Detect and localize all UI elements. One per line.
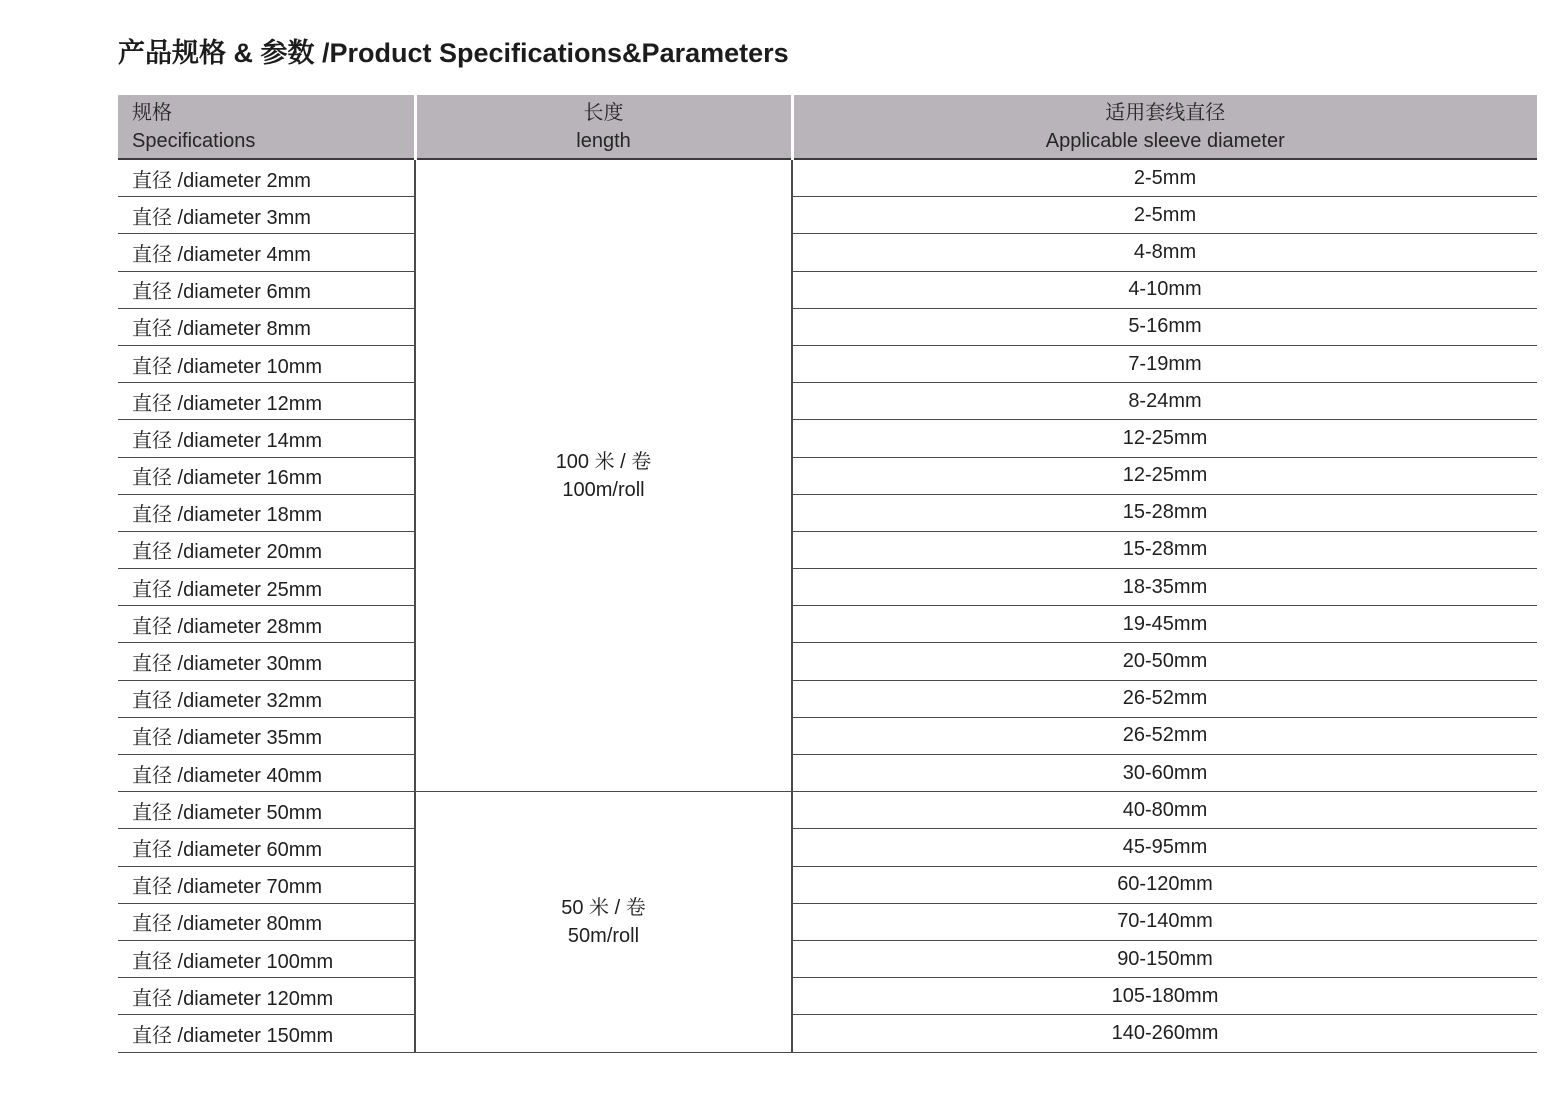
header-sleeve-en: Applicable sleeve diameter — [1045, 129, 1285, 152]
spec-cell: 直径 /diameter 80mm — [118, 903, 415, 940]
sleeve-cell: 2-5mm — [792, 197, 1537, 234]
spec-cell: 直径 /diameter 8mm — [118, 308, 415, 345]
sleeve-cell: 60-120mm — [792, 866, 1537, 903]
table-row — [118, 792, 1537, 829]
spec-cell: 直径 /diameter 20mm — [118, 531, 415, 568]
spec-cell: 直径 /diameter 40mm — [118, 755, 415, 792]
spec-cell: 直径 /diameter 14mm — [118, 420, 415, 457]
table-row — [118, 978, 1537, 1015]
table-row — [118, 531, 1537, 568]
table-row — [118, 494, 1537, 531]
table-row — [118, 197, 1537, 234]
table-row — [118, 940, 1537, 977]
sleeve-cell: 20-50mm — [792, 643, 1537, 680]
header-applicable-sleeve-diameter — [792, 95, 1537, 159]
length-label-zh: 100 米 / 卷 — [555, 450, 652, 473]
sleeve-cell: 70-140mm — [792, 903, 1537, 940]
length-merged-cell — [415, 792, 792, 1052]
header-specifications-zh: 规格 — [132, 101, 172, 124]
table-row — [118, 234, 1537, 271]
table-row — [118, 717, 1537, 754]
sleeve-cell: 105-180mm — [792, 978, 1537, 1015]
table-row — [118, 457, 1537, 494]
sleeve-cell: 7-19mm — [792, 345, 1537, 382]
header-length-zh: 长度 — [583, 101, 624, 124]
header-sleeve-zh: 适用套线直径 — [1105, 101, 1226, 124]
table-row — [118, 829, 1537, 866]
length-label-en: 100m/roll — [562, 478, 645, 501]
spec-cell: 直径 /diameter 35mm — [118, 717, 415, 754]
spec-cell: 直径 /diameter 16mm — [118, 457, 415, 494]
sleeve-cell: 12-25mm — [792, 457, 1537, 494]
header-length-en: length — [576, 129, 631, 152]
header-specifications-en: Specifications — [132, 129, 256, 152]
spec-cell: 直径 /diameter 12mm — [118, 383, 415, 420]
table-row — [118, 271, 1537, 308]
sleeve-cell: 15-28mm — [792, 494, 1537, 531]
spec-cell: 直径 /diameter 60mm — [118, 829, 415, 866]
table-row — [118, 345, 1537, 382]
length-label-en: 50m/roll — [567, 924, 640, 947]
table-row — [118, 606, 1537, 643]
sleeve-cell: 8-24mm — [792, 383, 1537, 420]
page-title: 产品规格 & 参数 /Product Specifications&Parameters — [118, 38, 789, 68]
spec-cell: 直径 /diameter 6mm — [118, 271, 415, 308]
spec-cell: 直径 /diameter 3mm — [118, 197, 415, 234]
spec-table — [118, 95, 1537, 1053]
spec-cell: 直径 /diameter 10mm — [118, 345, 415, 382]
spec-cell: 直径 /diameter 25mm — [118, 569, 415, 606]
table-row — [118, 569, 1537, 606]
header-row — [118, 95, 1537, 159]
header-specifications — [118, 95, 415, 159]
spec-cell: 直径 /diameter 150mm — [118, 1015, 415, 1052]
sleeve-cell: 4-10mm — [792, 271, 1537, 308]
sleeve-cell: 40-80mm — [792, 792, 1537, 829]
sleeve-cell: 19-45mm — [792, 606, 1537, 643]
sleeve-cell: 4-8mm — [792, 234, 1537, 271]
spec-cell: 直径 /diameter 50mm — [118, 792, 415, 829]
sleeve-cell: 12-25mm — [792, 420, 1537, 457]
sleeve-cell: 18-35mm — [792, 569, 1537, 606]
sleeve-cell: 26-52mm — [792, 680, 1537, 717]
spec-table-body — [118, 159, 1537, 1052]
sleeve-cell: 30-60mm — [792, 755, 1537, 792]
table-row — [118, 643, 1537, 680]
sleeve-cell: 2-5mm — [792, 159, 1537, 197]
table-row — [118, 159, 1537, 197]
table-row — [118, 1015, 1537, 1052]
sleeve-cell: 26-52mm — [792, 717, 1537, 754]
spec-cell: 直径 /diameter 32mm — [118, 680, 415, 717]
table-row — [118, 866, 1537, 903]
table-row — [118, 903, 1537, 940]
length-label-zh: 50 米 / 卷 — [561, 896, 646, 919]
spec-table-header — [118, 95, 1537, 159]
spec-cell: 直径 /diameter 70mm — [118, 866, 415, 903]
length-merged-cell — [415, 159, 792, 792]
spec-cell: 直径 /diameter 18mm — [118, 494, 415, 531]
sleeve-cell: 140-260mm — [792, 1015, 1537, 1052]
spec-cell: 直径 /diameter 2mm — [118, 159, 415, 197]
sleeve-cell: 15-28mm — [792, 531, 1537, 568]
spec-cell: 直径 /diameter 4mm — [118, 234, 415, 271]
table-row — [118, 308, 1537, 345]
spec-cell: 直径 /diameter 30mm — [118, 643, 415, 680]
table-row — [118, 383, 1537, 420]
sleeve-cell: 45-95mm — [792, 829, 1537, 866]
header-length — [415, 95, 792, 159]
table-row — [118, 420, 1537, 457]
table-row — [118, 680, 1537, 717]
spec-cell: 直径 /diameter 100mm — [118, 940, 415, 977]
spec-cell: 直径 /diameter 28mm — [118, 606, 415, 643]
sleeve-cell: 90-150mm — [792, 940, 1537, 977]
table-row — [118, 755, 1537, 792]
sleeve-cell: 5-16mm — [792, 308, 1537, 345]
spec-cell: 直径 /diameter 120mm — [118, 978, 415, 1015]
